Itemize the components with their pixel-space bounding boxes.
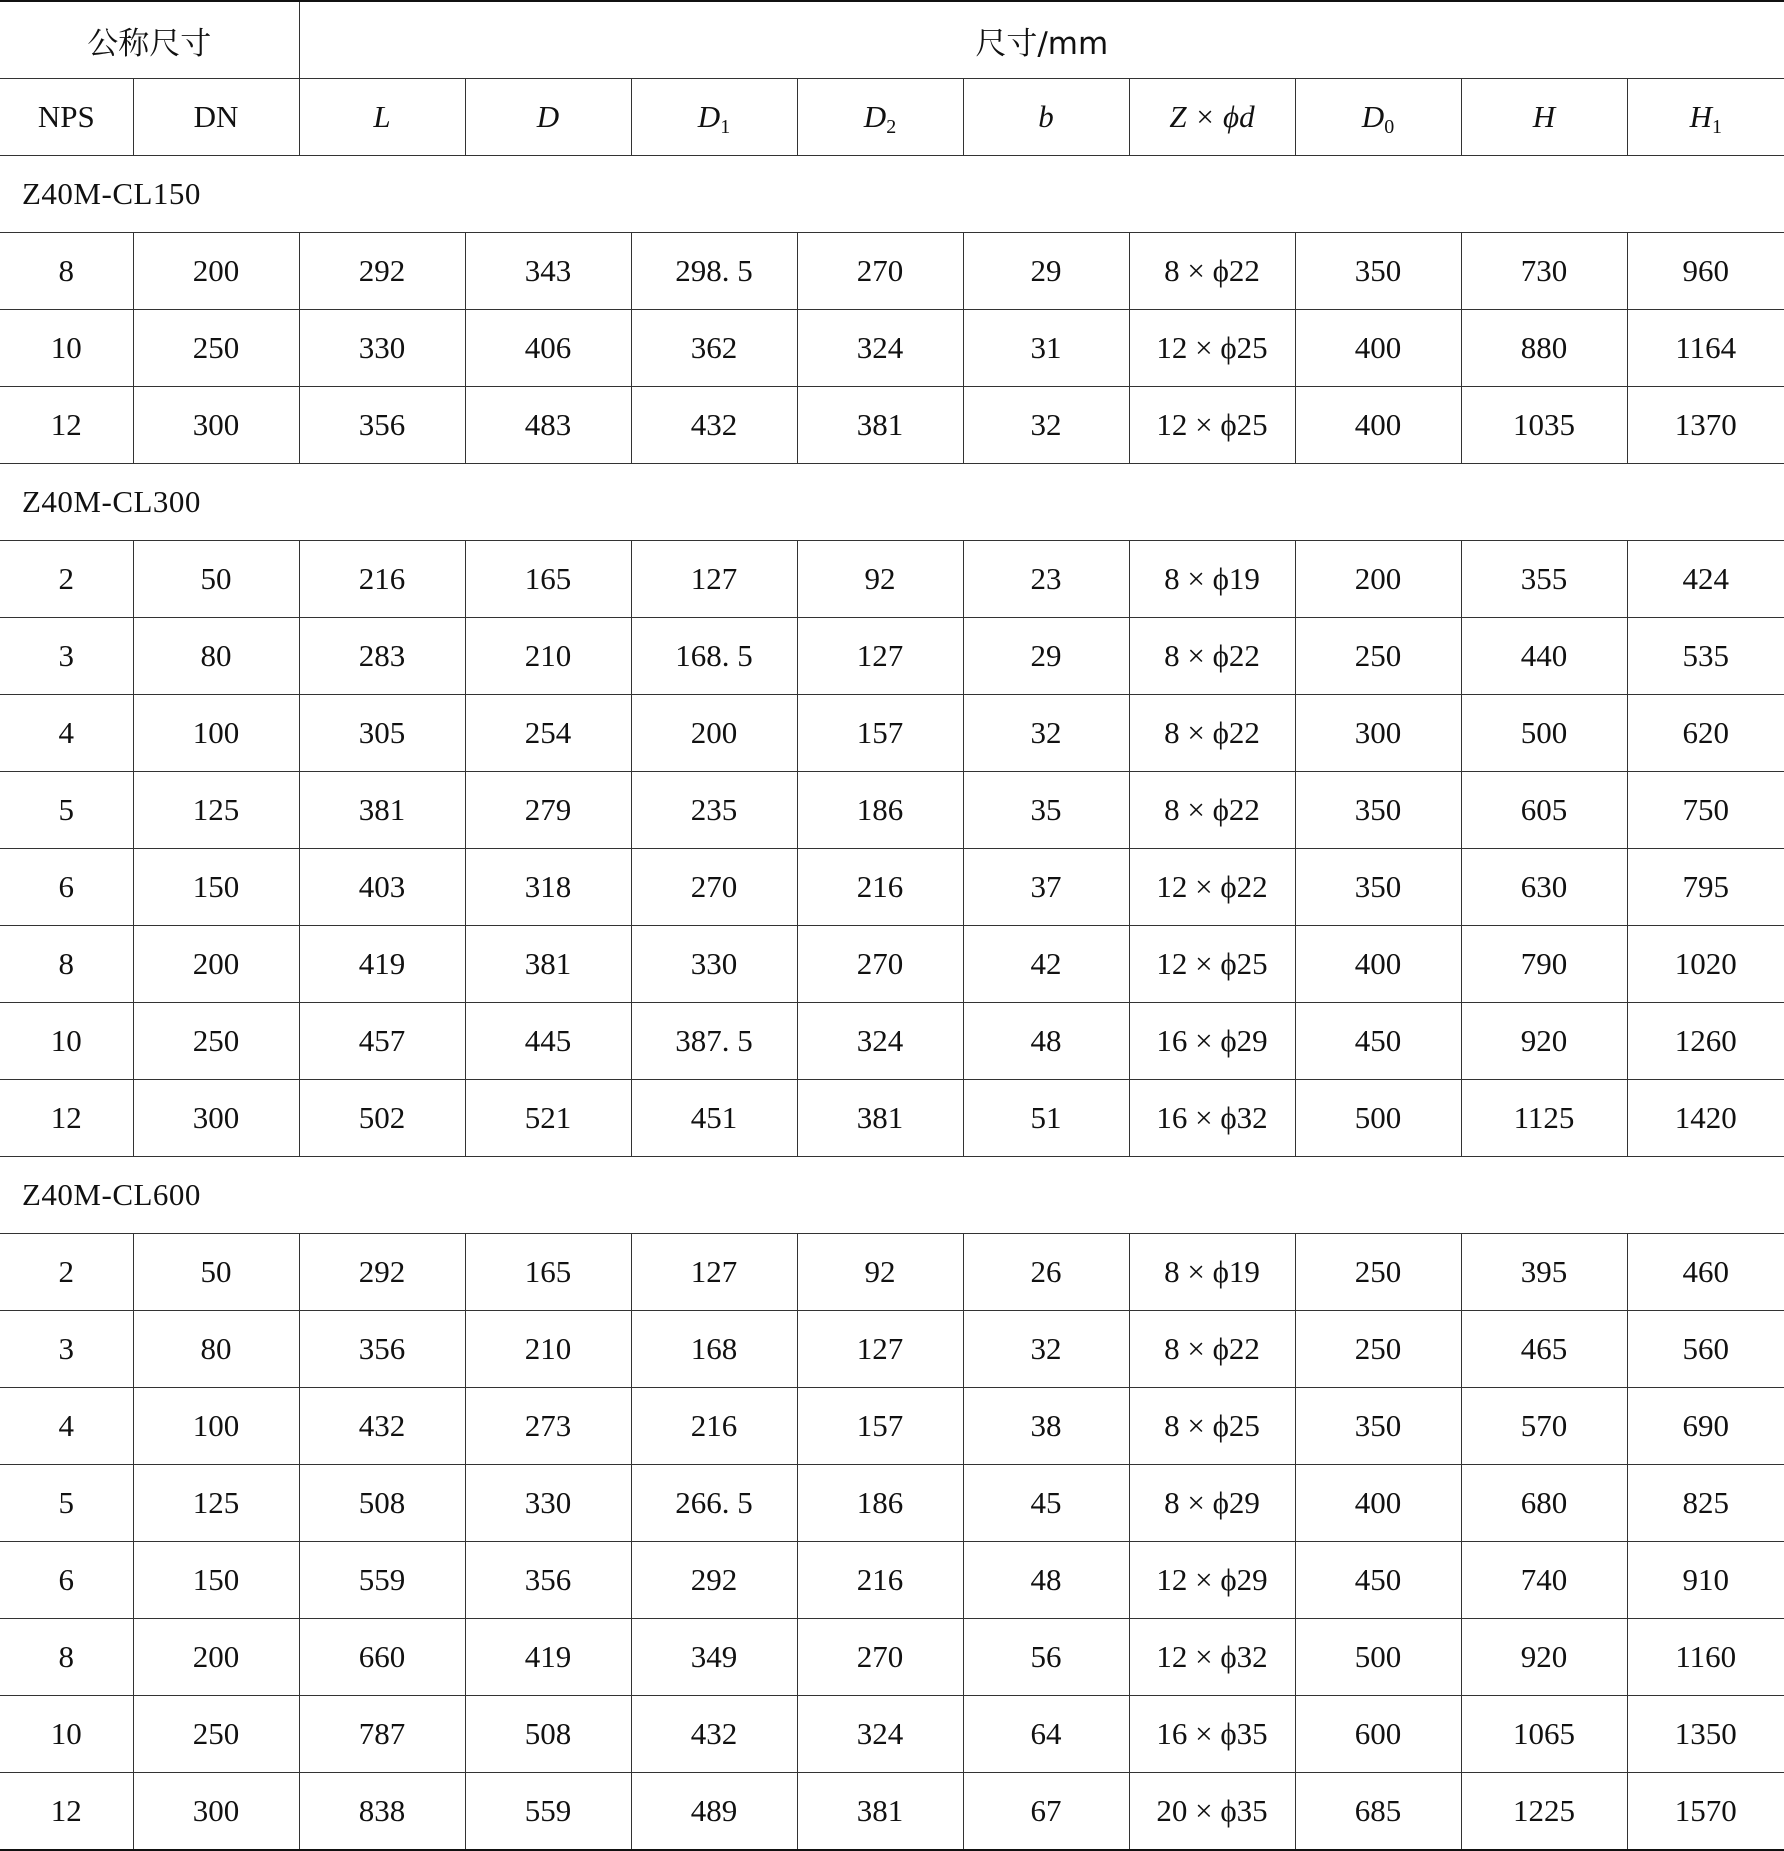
column-header <box>1461 79 1627 156</box>
table-cell: 8 × ϕ22 <box>1129 695 1295 772</box>
table-cell: 432 <box>631 1696 797 1773</box>
table-cell: 403 <box>299 849 465 926</box>
table-cell: 10 <box>0 1003 133 1080</box>
table-cell: 324 <box>797 310 963 387</box>
table-cell: 270 <box>631 849 797 926</box>
table-cell: 165 <box>465 541 631 618</box>
table-cell: 787 <box>299 1696 465 1773</box>
table-cell: 559 <box>299 1542 465 1619</box>
table-cell: 1570 <box>1627 1773 1784 1851</box>
group-title: Z40M-CL300 <box>0 464 1784 541</box>
table-cell: 100 <box>133 695 299 772</box>
column-header-symbol: DN <box>193 99 239 134</box>
table-cell: 330 <box>299 310 465 387</box>
group-row <box>0 156 1784 233</box>
table-cell: 186 <box>797 772 963 849</box>
table-cell: 250 <box>1295 618 1461 695</box>
table-cell: 8 × ϕ22 <box>1129 233 1295 310</box>
table-cell: 450 <box>1295 1003 1461 1080</box>
table-row <box>0 1003 1784 1080</box>
table-cell: 508 <box>299 1465 465 1542</box>
column-header <box>1295 79 1461 156</box>
table-cell: 795 <box>1627 849 1784 926</box>
table-cell: 560 <box>1627 1311 1784 1388</box>
table-cell: 440 <box>1461 618 1627 695</box>
table-cell: 298. 5 <box>631 233 797 310</box>
table-cell: 381 <box>299 772 465 849</box>
table-cell: 157 <box>797 695 963 772</box>
table-cell: 12 <box>0 1080 133 1157</box>
table-cell: 460 <box>1627 1234 1784 1311</box>
table-cell: 250 <box>133 1696 299 1773</box>
table-cell: 330 <box>631 926 797 1003</box>
table-cell: 292 <box>631 1542 797 1619</box>
group-title: Z40M-CL600 <box>0 1157 1784 1234</box>
table-cell: 8 × ϕ29 <box>1129 1465 1295 1542</box>
table-row <box>0 1311 1784 1388</box>
table-cell: 29 <box>963 618 1129 695</box>
table-cell: 2 <box>0 1234 133 1311</box>
table-cell: 406 <box>465 310 631 387</box>
table-row <box>0 1465 1784 1542</box>
group-row <box>0 1157 1784 1234</box>
table-cell: 12 × ϕ25 <box>1129 926 1295 1003</box>
table-body <box>0 1 1784 1850</box>
table-cell: 450 <box>1295 1542 1461 1619</box>
table-cell: 387. 5 <box>631 1003 797 1080</box>
table-cell: 362 <box>631 310 797 387</box>
table-cell: 16 × ϕ29 <box>1129 1003 1295 1080</box>
nominal-size-header: 公称尺寸 <box>0 1 299 79</box>
table-cell: 216 <box>299 541 465 618</box>
table-cell: 200 <box>133 926 299 1003</box>
table-cell: 432 <box>631 387 797 464</box>
table-row <box>0 926 1784 1003</box>
table-row <box>0 1388 1784 1465</box>
table-cell: 168. 5 <box>631 618 797 695</box>
table-cell: 680 <box>1461 1465 1627 1542</box>
table-row <box>0 1542 1784 1619</box>
table-row <box>0 1773 1784 1851</box>
table-cell: 559 <box>465 1773 631 1851</box>
table-cell: 6 <box>0 1542 133 1619</box>
column-header <box>1627 79 1784 156</box>
table-cell: 210 <box>465 1311 631 1388</box>
table-cell: 48 <box>963 1542 1129 1619</box>
table-cell: 26 <box>963 1234 1129 1311</box>
table-cell: 630 <box>1461 849 1627 926</box>
table-cell: 38 <box>963 1388 1129 1465</box>
table-cell: 740 <box>1461 1542 1627 1619</box>
table-cell: 20 × ϕ35 <box>1129 1773 1295 1851</box>
table-cell: 10 <box>0 1696 133 1773</box>
table-cell: 730 <box>1461 233 1627 310</box>
table-row <box>0 233 1784 310</box>
table-cell: 92 <box>797 1234 963 1311</box>
table-cell: 400 <box>1295 310 1461 387</box>
table-cell: 465 <box>1461 1311 1627 1388</box>
table-cell: 250 <box>133 310 299 387</box>
table-cell: 8 × ϕ19 <box>1129 1234 1295 1311</box>
table-cell: 350 <box>1295 772 1461 849</box>
column-header-row <box>0 79 1784 156</box>
table-cell: 424 <box>1627 541 1784 618</box>
table-cell: 500 <box>1295 1619 1461 1696</box>
table-row <box>0 1696 1784 1773</box>
table-cell: 570 <box>1461 1388 1627 1465</box>
table-cell: 12 <box>0 1773 133 1851</box>
table-cell: 200 <box>631 695 797 772</box>
table-cell: 451 <box>631 1080 797 1157</box>
table-cell: 3 <box>0 618 133 695</box>
table-cell: 12 × ϕ22 <box>1129 849 1295 926</box>
column-header-symbol: H <box>1689 99 1712 134</box>
column-header-symbol: NPS <box>37 99 95 134</box>
table-cell: 381 <box>797 1773 963 1851</box>
table-cell: 283 <box>299 618 465 695</box>
table-cell: 100 <box>133 1388 299 1465</box>
table-cell: 5 <box>0 772 133 849</box>
table-cell: 825 <box>1627 1465 1784 1542</box>
table-cell: 8 × ϕ25 <box>1129 1388 1295 1465</box>
column-header-subscript: 0 <box>1384 116 1395 138</box>
table-cell: 690 <box>1627 1388 1784 1465</box>
table-cell: 292 <box>299 233 465 310</box>
table-cell: 125 <box>133 1465 299 1542</box>
table-cell: 254 <box>465 695 631 772</box>
table-cell: 330 <box>465 1465 631 1542</box>
table-cell: 920 <box>1461 1619 1627 1696</box>
table-cell: 16 × ϕ35 <box>1129 1696 1295 1773</box>
table-cell: 8 <box>0 926 133 1003</box>
column-header-symbol: H <box>1532 99 1556 134</box>
table-cell: 318 <box>465 849 631 926</box>
table-cell: 324 <box>797 1696 963 1773</box>
table-cell: 270 <box>797 926 963 1003</box>
table-cell: 350 <box>1295 849 1461 926</box>
column-header <box>963 79 1129 156</box>
table-cell: 910 <box>1627 1542 1784 1619</box>
table-cell: 80 <box>133 1311 299 1388</box>
table-cell: 6 <box>0 849 133 926</box>
table-row <box>0 541 1784 618</box>
table-cell: 31 <box>963 310 1129 387</box>
table-cell: 535 <box>1627 618 1784 695</box>
table-cell: 157 <box>797 1388 963 1465</box>
table-cell: 12 <box>0 387 133 464</box>
table-cell: 381 <box>465 926 631 1003</box>
table-cell: 127 <box>797 618 963 695</box>
table-cell: 880 <box>1461 310 1627 387</box>
table-cell: 8 <box>0 1619 133 1696</box>
table-cell: 64 <box>963 1696 1129 1773</box>
table-cell: 127 <box>631 1234 797 1311</box>
table-cell: 42 <box>963 926 1129 1003</box>
table-cell: 324 <box>797 1003 963 1080</box>
table-cell: 200 <box>1295 541 1461 618</box>
table-cell: 750 <box>1627 772 1784 849</box>
table-row <box>0 695 1784 772</box>
table-cell: 400 <box>1295 926 1461 1003</box>
table-cell: 395 <box>1461 1234 1627 1311</box>
table-cell: 16 × ϕ32 <box>1129 1080 1295 1157</box>
table-cell: 381 <box>797 1080 963 1157</box>
table-cell: 51 <box>963 1080 1129 1157</box>
table-cell: 67 <box>963 1773 1129 1851</box>
table-cell: 350 <box>1295 233 1461 310</box>
table-cell: 349 <box>631 1619 797 1696</box>
table-cell: 300 <box>133 1773 299 1851</box>
table-cell: 432 <box>299 1388 465 1465</box>
column-header-symbol: b <box>1038 99 1054 134</box>
table-row <box>0 1234 1784 1311</box>
table-cell: 23 <box>963 541 1129 618</box>
table-cell: 445 <box>465 1003 631 1080</box>
table-cell: 200 <box>133 233 299 310</box>
table-cell: 500 <box>1461 695 1627 772</box>
table-cell: 400 <box>1295 1465 1461 1542</box>
table-cell: 8 <box>0 233 133 310</box>
table-cell: 419 <box>465 1619 631 1696</box>
table-cell: 4 <box>0 1388 133 1465</box>
table-cell: 270 <box>797 1619 963 1696</box>
table-row <box>0 849 1784 926</box>
table-cell: 8 × ϕ22 <box>1129 1311 1295 1388</box>
column-header-subscript: 1 <box>720 116 731 138</box>
table-cell: 350 <box>1295 1388 1461 1465</box>
table-cell: 186 <box>797 1465 963 1542</box>
table-cell: 483 <box>465 387 631 464</box>
table-cell: 2 <box>0 541 133 618</box>
table-cell: 216 <box>797 1542 963 1619</box>
table-cell: 12 × ϕ29 <box>1129 1542 1295 1619</box>
table-cell: 8 × ϕ22 <box>1129 618 1295 695</box>
table-cell: 210 <box>465 618 631 695</box>
dimensions-unit-header: 尺寸/mm <box>299 1 1784 79</box>
column-header <box>1129 79 1295 156</box>
table-cell: 1160 <box>1627 1619 1784 1696</box>
table-cell: 355 <box>1461 541 1627 618</box>
table-cell: 270 <box>797 233 963 310</box>
table-cell: 37 <box>963 849 1129 926</box>
table-row <box>0 618 1784 695</box>
table-cell: 150 <box>133 1542 299 1619</box>
table-cell: 489 <box>631 1773 797 1851</box>
table-cell: 32 <box>963 1311 1129 1388</box>
table-cell: 216 <box>631 1388 797 1465</box>
table-row <box>0 1080 1784 1157</box>
table-cell: 1260 <box>1627 1003 1784 1080</box>
header-row-top <box>0 1 1784 79</box>
table-cell: 1020 <box>1627 926 1784 1003</box>
table-cell: 8 × ϕ22 <box>1129 772 1295 849</box>
table-cell: 343 <box>465 233 631 310</box>
table-cell: 419 <box>299 926 465 1003</box>
table-cell: 381 <box>797 387 963 464</box>
table-row <box>0 1619 1784 1696</box>
table-cell: 279 <box>465 772 631 849</box>
table-cell: 500 <box>1295 1080 1461 1157</box>
column-header-symbol: D <box>536 99 560 134</box>
table-cell: 620 <box>1627 695 1784 772</box>
table-cell: 920 <box>1461 1003 1627 1080</box>
table-cell: 200 <box>133 1619 299 1696</box>
table-cell: 32 <box>963 387 1129 464</box>
column-header-subscript: 1 <box>1711 116 1722 138</box>
table-cell: 1420 <box>1627 1080 1784 1157</box>
table-cell: 600 <box>1295 1696 1461 1773</box>
table-cell: 45 <box>963 1465 1129 1542</box>
table-cell: 50 <box>133 1234 299 1311</box>
column-header <box>465 79 631 156</box>
table-cell: 1350 <box>1627 1696 1784 1773</box>
table-cell: 292 <box>299 1234 465 1311</box>
table-cell: 127 <box>631 541 797 618</box>
table-cell: 356 <box>465 1542 631 1619</box>
table-cell: 960 <box>1627 233 1784 310</box>
column-header-subscript: 2 <box>886 116 897 138</box>
group-row <box>0 464 1784 541</box>
table-cell: 502 <box>299 1080 465 1157</box>
column-header-symbol: D <box>1361 99 1385 134</box>
table-cell: 168 <box>631 1311 797 1388</box>
table-cell: 5 <box>0 1465 133 1542</box>
table-cell: 48 <box>963 1003 1129 1080</box>
column-header-symbol: D <box>863 99 887 134</box>
table-cell: 273 <box>465 1388 631 1465</box>
table-cell: 165 <box>465 1234 631 1311</box>
column-header-symbol: Z × ϕd <box>1169 99 1255 134</box>
table-cell: 8 × ϕ19 <box>1129 541 1295 618</box>
column-header <box>133 79 299 156</box>
table-cell: 685 <box>1295 1773 1461 1851</box>
table-cell: 521 <box>465 1080 631 1157</box>
table-cell: 660 <box>299 1619 465 1696</box>
table-cell: 12 × ϕ25 <box>1129 310 1295 387</box>
table-cell: 150 <box>133 849 299 926</box>
table-cell: 250 <box>1295 1311 1461 1388</box>
table-row <box>0 772 1784 849</box>
table-cell: 50 <box>133 541 299 618</box>
table-cell: 35 <box>963 772 1129 849</box>
column-header <box>0 79 133 156</box>
table-cell: 4 <box>0 695 133 772</box>
table-cell: 29 <box>963 233 1129 310</box>
group-title: Z40M-CL150 <box>0 156 1784 233</box>
table-cell: 457 <box>299 1003 465 1080</box>
table-cell: 92 <box>797 541 963 618</box>
column-header-symbol: D <box>697 99 721 134</box>
table-cell: 266. 5 <box>631 1465 797 1542</box>
table-cell: 250 <box>133 1003 299 1080</box>
table-cell: 356 <box>299 387 465 464</box>
table-cell: 10 <box>0 310 133 387</box>
table-cell: 790 <box>1461 926 1627 1003</box>
table-cell: 56 <box>963 1619 1129 1696</box>
table-cell: 300 <box>133 387 299 464</box>
table-cell: 250 <box>1295 1234 1461 1311</box>
table-cell: 300 <box>133 1080 299 1157</box>
column-header <box>797 79 963 156</box>
table-cell: 216 <box>797 849 963 926</box>
table-cell: 1125 <box>1461 1080 1627 1157</box>
table-cell: 305 <box>299 695 465 772</box>
table-cell: 127 <box>797 1311 963 1388</box>
table-cell: 3 <box>0 1311 133 1388</box>
table-cell: 605 <box>1461 772 1627 849</box>
table-cell: 12 × ϕ32 <box>1129 1619 1295 1696</box>
table-cell: 300 <box>1295 695 1461 772</box>
table-cell: 80 <box>133 618 299 695</box>
table-cell: 508 <box>465 1696 631 1773</box>
table-row <box>0 310 1784 387</box>
table-cell: 235 <box>631 772 797 849</box>
table-cell: 32 <box>963 695 1129 772</box>
table-cell: 12 × ϕ25 <box>1129 387 1295 464</box>
column-header <box>299 79 465 156</box>
table-cell: 838 <box>299 1773 465 1851</box>
table-cell: 125 <box>133 772 299 849</box>
table-cell: 1370 <box>1627 387 1784 464</box>
column-header-symbol: L <box>373 99 391 134</box>
table-row <box>0 387 1784 464</box>
table-cell: 1225 <box>1461 1773 1627 1851</box>
table-cell: 356 <box>299 1311 465 1388</box>
table-cell: 400 <box>1295 387 1461 464</box>
column-header <box>631 79 797 156</box>
table-cell: 1035 <box>1461 387 1627 464</box>
table-cell: 1065 <box>1461 1696 1627 1773</box>
table-cell: 1164 <box>1627 310 1784 387</box>
